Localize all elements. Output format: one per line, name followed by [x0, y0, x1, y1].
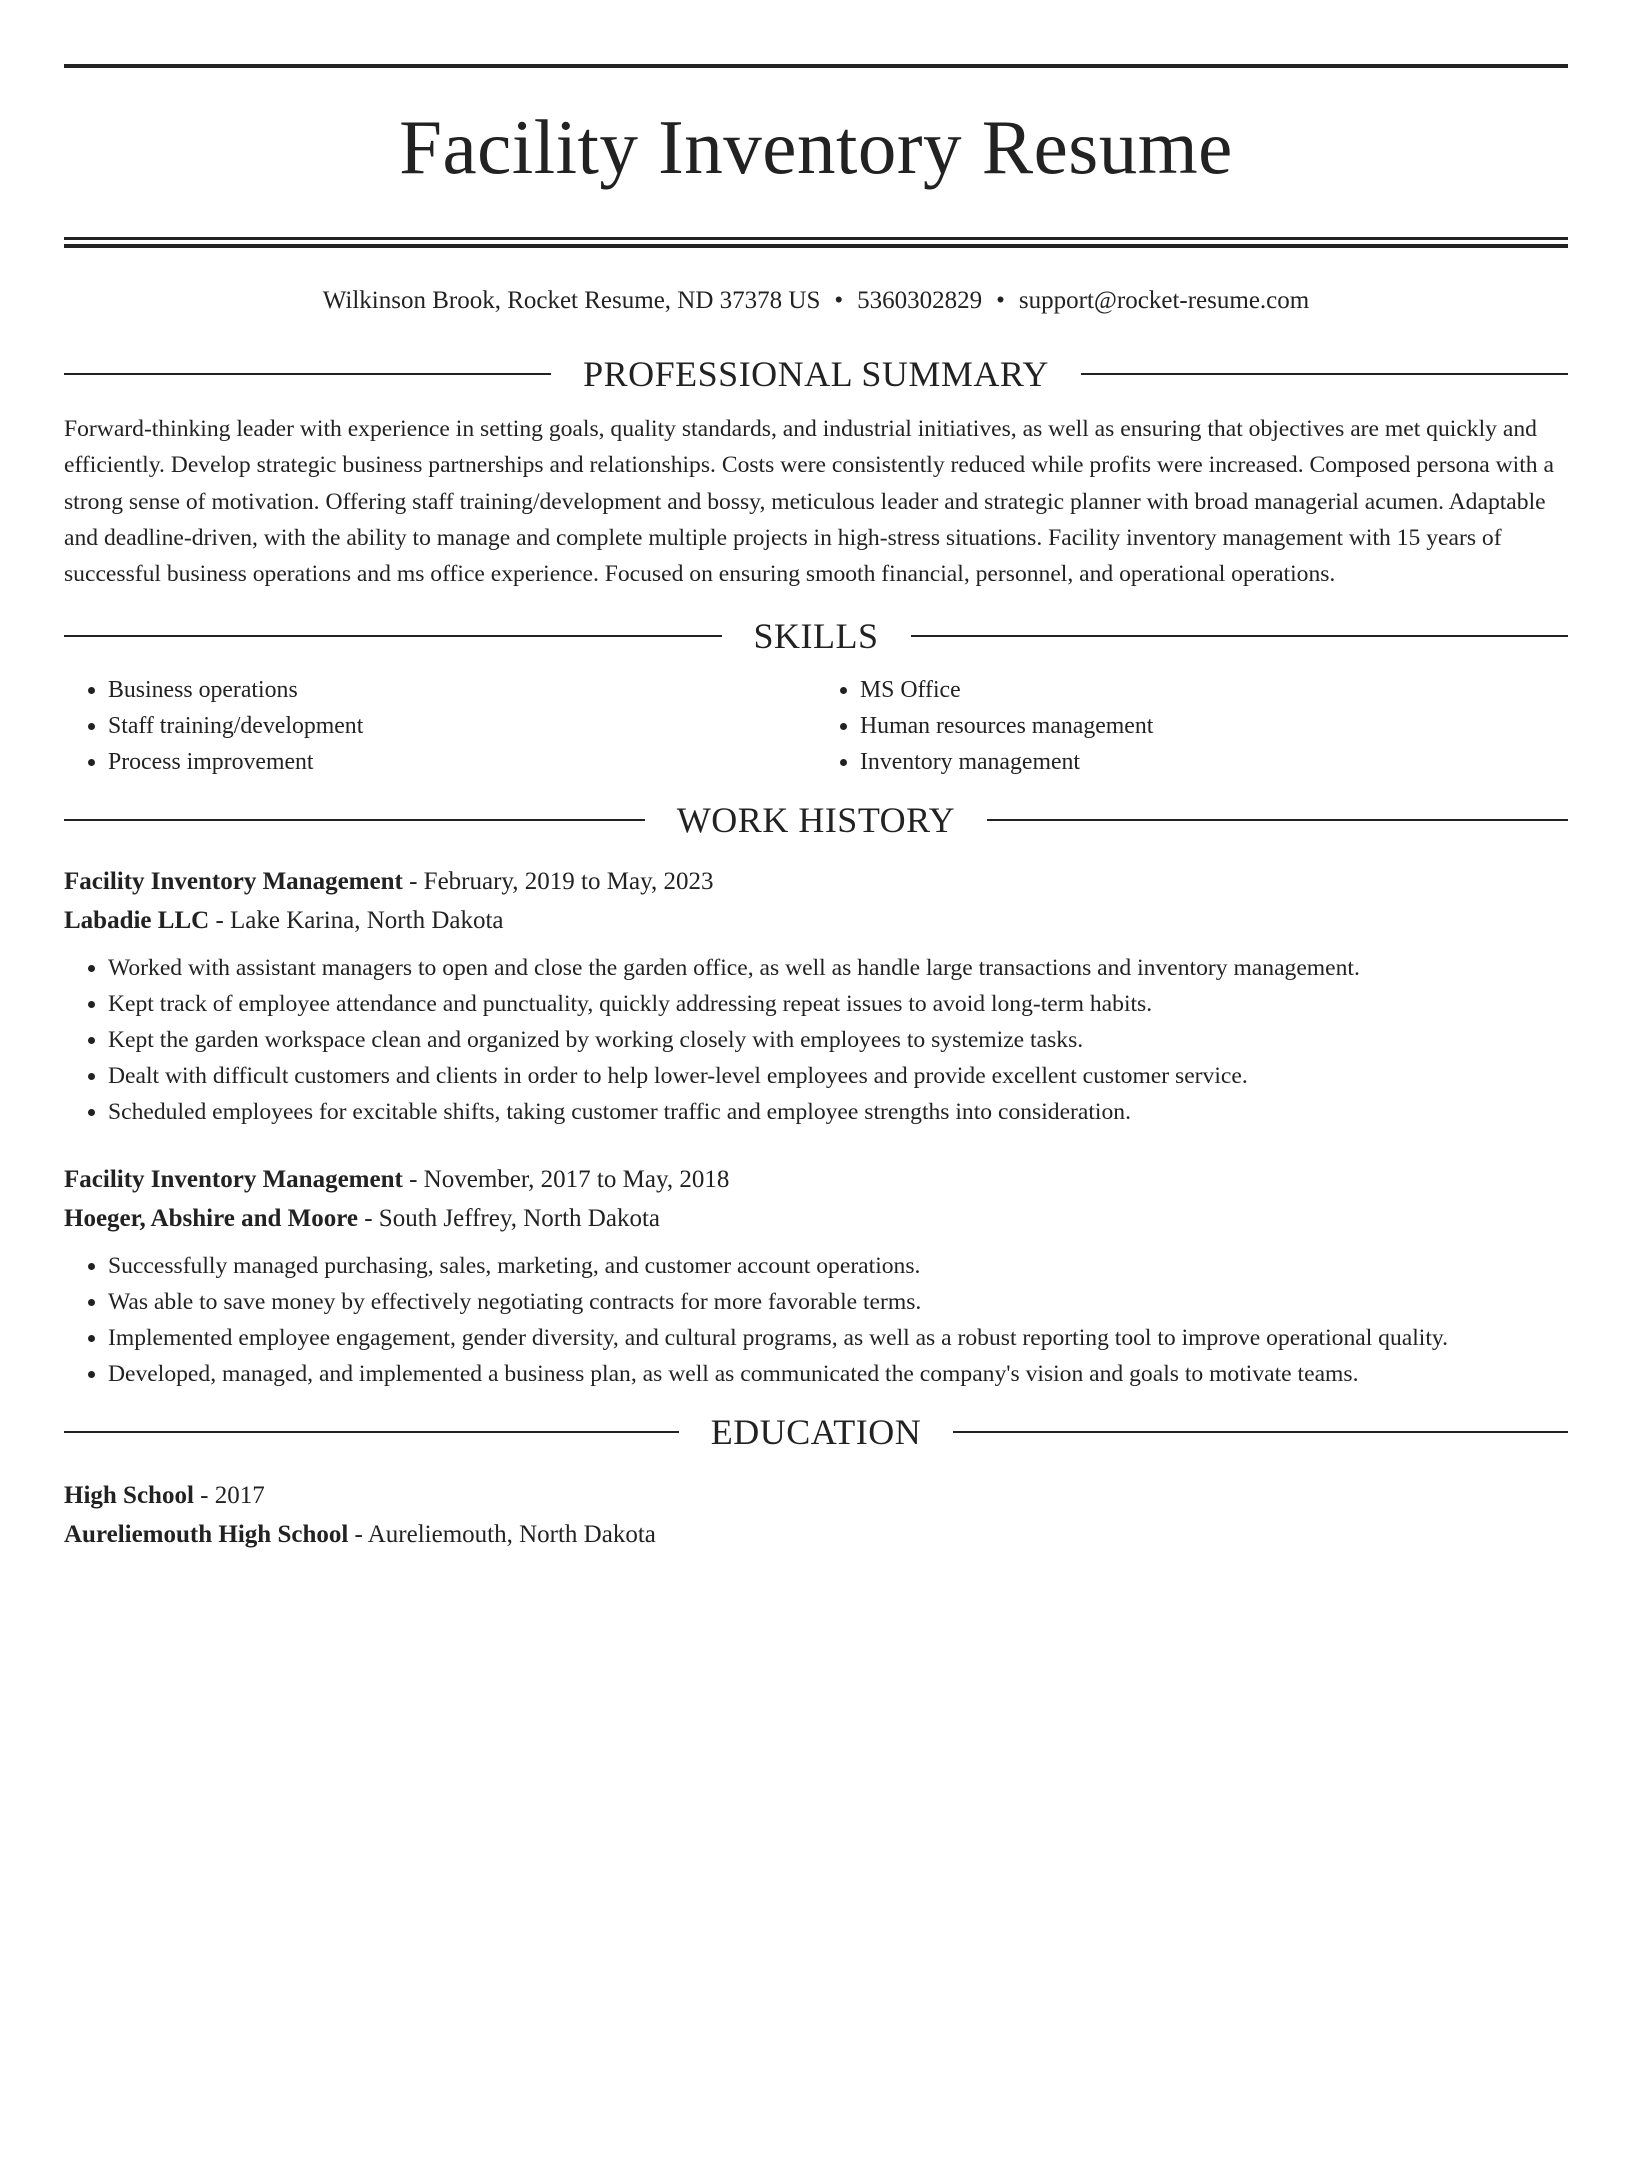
job-dates: - November, 2017 to May, 2018 — [402, 1166, 730, 1194]
contact-address: Wilkinson Brook, Rocket Resume, ND 37378 US — [322, 287, 821, 314]
education-heading — [64, 1410, 1568, 1454]
contact-phone: 5360302829 — [857, 287, 983, 314]
work-heading — [64, 798, 1568, 842]
heading-rule — [64, 373, 551, 375]
job-location: - Lake Karina, North Dakota — [209, 907, 504, 935]
skill-item: • Staff training/development — [108, 708, 816, 744]
heading-rule — [987, 819, 1568, 821]
summary-heading — [64, 352, 1568, 396]
job-title: Facility Inventory Management — [64, 1166, 403, 1194]
job-entry — [64, 1160, 1568, 1392]
contact-separator: • — [996, 287, 1005, 314]
work-heading-label: WORK HISTORY — [676, 800, 956, 841]
job-location: - South Jeffrey, North Dakota — [357, 1205, 660, 1233]
skills-heading — [64, 614, 1568, 658]
job-company-line — [64, 1199, 1568, 1238]
education-school-line — [64, 1515, 1568, 1554]
skill-item: • Inventory management — [860, 744, 1568, 780]
job-bullets — [64, 1248, 1568, 1392]
title-double-rule — [64, 237, 1568, 248]
contact-separator: • — [834, 287, 844, 314]
skill-item: • Human resources management — [860, 708, 1568, 744]
skills-heading-label: SKILLS — [753, 616, 879, 657]
top-rule — [64, 64, 1568, 68]
education-heading-label: EDUCATION — [710, 1412, 922, 1453]
heading-rule — [64, 1431, 679, 1433]
skills-column-right — [816, 672, 1568, 780]
job-title: Facility Inventory Management — [64, 868, 403, 896]
education-degree: High School — [64, 1482, 194, 1510]
heading-rule — [64, 635, 722, 637]
contact-email: support@rocket-resume.com — [1018, 287, 1310, 314]
job-bullet: • Kept the garden workspace clean and organized by working closely with employees to systemize tasks. — [108, 1022, 1568, 1058]
heading-rule — [1081, 373, 1568, 375]
job-company: Hoeger, Abshire and Moore — [64, 1205, 358, 1233]
job-bullet: • Developed, managed, and implemented a business plan, as well as communicated the company's vision and goals to motivate teams. — [108, 1356, 1568, 1392]
job-bullet: • Implemented employee engagement, gender diversity, and cultural programs, as well as a robust reporting tool to improve operational quality. — [108, 1320, 1568, 1356]
summary-text: Forward-thinking leader with experience in setting goals, quality standards, and industrial initiatives, as well as ensuring that objectives are met quickly and efficiently. Develop strategic business partnerships and relationships. Costs were consistently reduced while profits were increased. Composed persona with a strong sense of motivation. Offering staff training/development and bossy, meticulous leader and strategic planner with broad managerial acumen. Adaptable and deadline-driven, with the ability to manage and complete multiple projects in high-stress situations. Facility inventory management with 15 years of successful business operations and ms office experience. Focused on ensuring smooth financial, personnel, and operational operations. — [64, 416, 1554, 588]
job-bullet: • Scheduled employees for excitable shifts, taking customer traffic and employee strengths into consideration. — [108, 1094, 1568, 1130]
education-school: Aureliemouth High School — [64, 1521, 349, 1549]
skill-item: • MS Office — [860, 672, 1568, 708]
skill-item: • Process improvement — [108, 744, 816, 780]
job-bullet: • Worked with assistant managers to open and close the garden office, as well as handle large transactions and inventory management. — [108, 950, 1568, 986]
job-company: Labadie LLC — [64, 907, 210, 935]
heading-rule — [911, 635, 1569, 637]
job-bullet: • Successfully managed purchasing, sales, marketing, and customer account operations. — [108, 1248, 1568, 1284]
job-bullet: • Was able to save money by effectively negotiating contracts for more favorable terms. — [108, 1284, 1568, 1320]
education-degree-line — [64, 1476, 1568, 1515]
job-bullet: • Dealt with difficult customers and clients in order to help lower-level employees and provide excellent customer service. — [108, 1058, 1568, 1094]
heading-rule — [64, 819, 645, 821]
job-title-line — [64, 1160, 1568, 1199]
contact-line — [64, 284, 1568, 318]
job-company-line — [64, 901, 1568, 940]
skills-column-left — [64, 672, 816, 780]
job-bullets — [64, 950, 1568, 1130]
skill-item: • Business operations — [108, 672, 816, 708]
education-location: - Aureliemouth, North Dakota — [348, 1521, 656, 1549]
job-entry — [64, 862, 1568, 1130]
heading-rule — [953, 1431, 1568, 1433]
resume-title: Facility Inventory Resume — [399, 104, 1233, 190]
summary-heading-label: PROFESSIONAL SUMMARY — [583, 354, 1049, 394]
skills-list — [64, 672, 1568, 780]
job-bullet: • Kept track of employee attendance and punctuality, quickly addressing repeat issues to avoid long-term habits. — [108, 986, 1568, 1022]
education-entry — [64, 1476, 1568, 1554]
resume-page — [0, 64, 1632, 2176]
job-dates: - February, 2019 to May, 2023 — [402, 868, 714, 896]
job-title-line — [64, 862, 1568, 901]
education-year: - 2017 — [193, 1482, 265, 1510]
